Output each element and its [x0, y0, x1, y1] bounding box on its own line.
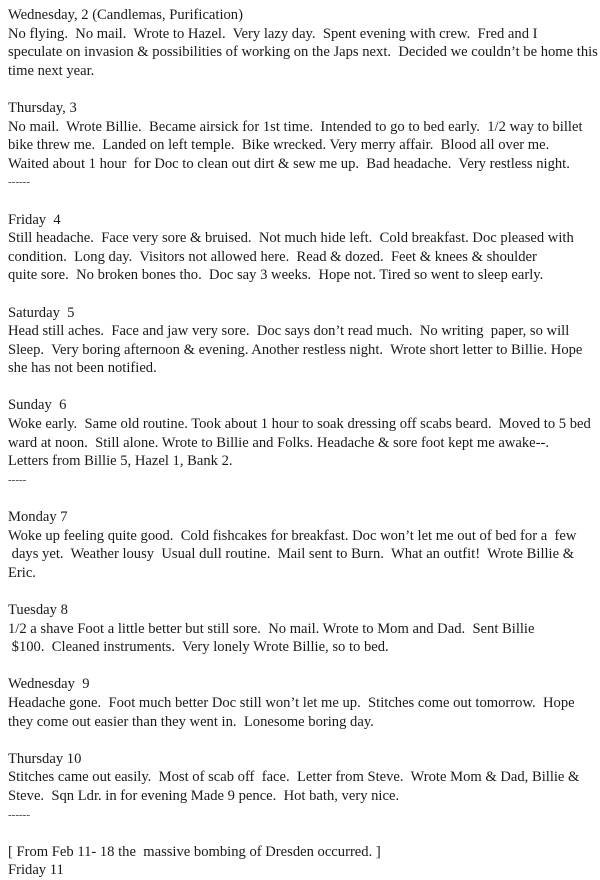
entry-text-line: Steve. Sqn Ldr. in for evening Made 9 pence. Hot bath, very nice.	[8, 787, 400, 804]
diary-entry	[8, 508, 600, 582]
spacer	[8, 192, 600, 211]
entry-text-line: Waited about 1 hour for Doc to clean out dirt & sew me up. Bad headache. Very restless night.	[8, 155, 570, 172]
spacer	[8, 824, 600, 843]
entry-text-line: $100. Cleaned instruments. Very lonely Wrote Billie, so to bed.	[8, 639, 389, 656]
diary-entry	[8, 99, 600, 192]
entry-heading: Tuesday 8	[8, 602, 68, 618]
entry-separator: ------	[8, 808, 30, 821]
entry-text-line: bike threw me. Landed on left temple. Bike wrecked. Very merry affair. Blood all over me.	[8, 137, 550, 154]
diary-entry	[8, 396, 600, 489]
entry-text-line: Letters from Billie 5, Hazel 1, Bank 2.	[8, 453, 233, 470]
spacer	[8, 731, 600, 750]
entry-heading: Friday 4	[8, 211, 61, 228]
diary-entry	[8, 304, 600, 378]
diary-entry	[8, 601, 600, 657]
entry-heading: Friday 11	[8, 862, 64, 879]
entry-text-line: days yet. Weather lousy Usual dull routine. Mail sent to Burn. What an outfit! Wrote Billie &	[8, 546, 575, 563]
entry-text-line: Woke up feeling quite good. Cold fishcakes for breakfast. Doc won’t let me out of bed for a few	[8, 527, 577, 544]
entry-text-line: Still headache. Face very sore & bruised. Not much hide left. Cold breakfast. Doc pleased with	[8, 230, 574, 247]
spacer	[8, 285, 600, 304]
entry-text-line: Eric.	[8, 564, 36, 581]
entry-separator: -----	[8, 473, 27, 486]
spacer	[8, 582, 600, 601]
entry-heading: Thursday 10	[8, 750, 82, 767]
entry-heading: Thursday, 3	[8, 99, 77, 116]
diary-entry	[8, 750, 600, 824]
entry-text-line: No mail. Wrote Billie. Became airsick for 1st time. Intended to go to bed early. 1/2 way to billet	[8, 118, 583, 135]
entry-text-line: Sleep. Very boring afternoon & evening. Another restless night. Wrote short letter to Billie. Hope	[8, 341, 583, 358]
diary-entry	[8, 211, 600, 285]
entry-heading: Monday 7	[8, 509, 68, 526]
entry-text-line: they come out easier than they went in. Lonesome boring day.	[8, 713, 374, 730]
diary-entry	[8, 6, 600, 80]
entry-text-line: No flying. No mail. Wrote to Hazel. Very lazy day. Spent evening with crew. Fred and I	[8, 25, 538, 42]
entry-text-line: time next year.	[8, 62, 95, 79]
spacer	[8, 657, 600, 676]
entry-heading: Wednesday 9	[8, 676, 90, 693]
entry-text-line: Woke early. Same old routine. Took about 1 hour to soak dressing off scabs beard. Moved to 5 bed	[8, 416, 591, 433]
entry-text-line: speculate on invasion & possibilities of working on the Japs next. Decided we couldn’t be home this	[8, 44, 598, 61]
entry-text-line: ward at noon. Still alone. Wrote to Billie and Folks. Headache & sore foot kept me awake--.	[8, 434, 549, 451]
entry-separator: ------	[8, 176, 30, 189]
entry-text-line: condition. Long day. Visitors not allowed here. Read & dozed. Feet & knees & shoulder	[8, 248, 537, 265]
entry-heading: Saturday 5	[8, 304, 75, 321]
entry-text-line: Stitches came out easily. Most of scab off face. Letter from Steve. Wrote Mom & Dad, Billie &	[8, 769, 580, 786]
spacer	[8, 489, 600, 508]
entry-text-line: she has not been notified.	[8, 360, 157, 377]
entry-text-line: Head still aches. Face and jaw very sore. Doc says don’t read much. No writing paper, so will	[8, 323, 570, 340]
entry-text-line: quite sore. No broken bones tho. Doc say 3 weeks. Hope not. Tired so went to sleep early.	[8, 267, 544, 284]
entry-text-line: Headache gone. Foot much better Doc still won’t let me up. Stitches come out tomorrow. Hope	[8, 694, 575, 711]
entry-text-line: 1/2 a shave Foot a little better but still sore. No mail. Wrote to Mom and Dad. Sent Billie	[8, 620, 535, 637]
entry-heading: Wednesday, 2 (Candlemas, Purification)	[8, 7, 243, 23]
diary-entry	[8, 675, 600, 731]
spacer	[8, 80, 600, 99]
spacer	[8, 378, 600, 397]
historical-note: [ From Feb 11- 18 the massive bombing of Dresden occurred. ]	[8, 843, 381, 860]
entry-heading: Sunday 6	[8, 397, 67, 414]
